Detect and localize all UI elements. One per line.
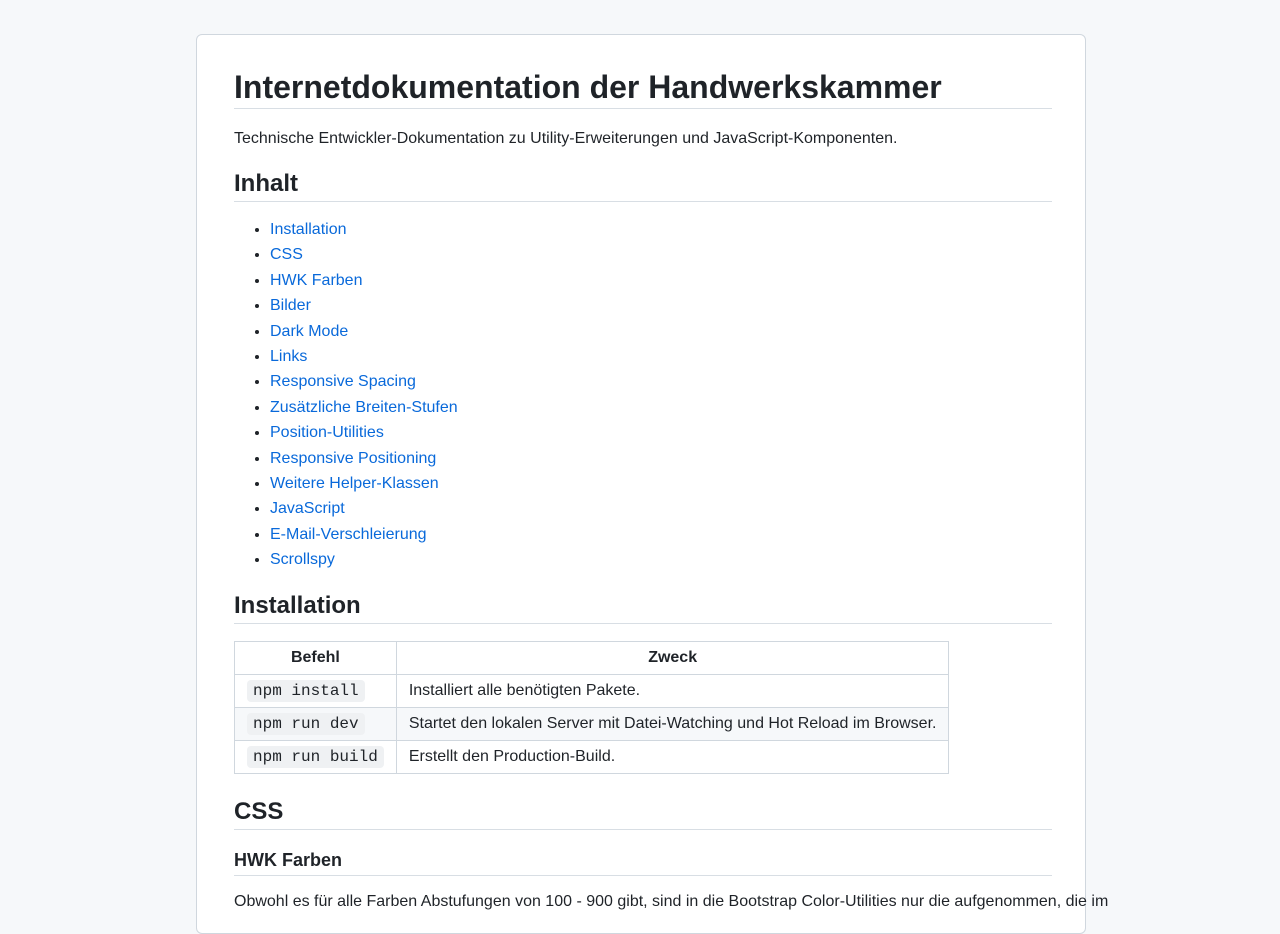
list-item	[270, 268, 458, 293]
list-item	[270, 319, 458, 344]
css-heading: CSS	[234, 798, 284, 825]
table-row	[235, 708, 949, 741]
hwk-farben-heading: HWK Farben	[234, 850, 342, 870]
intro-text: Technische Entwickler-Dokumentation zu Utility-Erweiterungen und JavaScript-Komponenten.	[234, 130, 898, 147]
page-title: Internetdokumentation der Handwerkskammer	[234, 69, 942, 105]
table-row	[235, 675, 949, 708]
command-code: npm install	[247, 680, 365, 702]
hwk-farben-text: Obwohl es für alle Farben Abstufungen von 100 - 900 gibt, sind in die Bootstrap Color-Utilities nur die aufgenommen, die im	[234, 893, 1109, 910]
installation-divider	[234, 623, 1052, 624]
command-code: npm run dev	[247, 713, 365, 735]
toc-link-installation[interactable]: Installation	[270, 221, 347, 238]
toc-link-hwk-farben[interactable]: HWK Farben	[270, 271, 363, 289]
toc-link-scrollspy[interactable]: Scrollspy	[270, 551, 335, 569]
toc-link-links[interactable]: Links	[270, 347, 308, 365]
column-header-befehl: Befehl	[235, 642, 397, 675]
list-item	[270, 522, 458, 547]
list-item	[270, 217, 458, 242]
toc-heading: Inhalt	[234, 170, 298, 197]
purpose-cell: Startet den lokalen Server mit Datei-Watching und Hot Reload im Browser.	[396, 708, 949, 741]
list-item	[270, 496, 458, 521]
css-divider	[234, 829, 1052, 830]
title-divider	[234, 108, 1052, 109]
list-item	[270, 242, 458, 267]
command-cell	[235, 708, 397, 741]
toc-link-email-verschleierung[interactable]: E-Mail-Verschleierung	[270, 525, 427, 543]
installation-table	[234, 641, 949, 774]
toc-link-bilder[interactable]: Bilder	[270, 297, 311, 315]
list-item	[270, 446, 458, 471]
document-card	[196, 34, 1109, 934]
purpose-cell: Installiert alle benötigten Pakete.	[396, 675, 949, 708]
toc-link-css[interactable]: CSS	[270, 246, 303, 264]
table-header-row	[235, 642, 949, 675]
list-item	[270, 395, 458, 420]
toc-link-breiten-stufen[interactable]: Zusätzliche Breiten-Stufen	[270, 398, 458, 416]
toc-link-position-utilities[interactable]: Position-Utilities	[270, 424, 384, 442]
installation-heading: Installation	[234, 592, 361, 619]
column-header-zweck: Zweck	[396, 642, 949, 675]
command-cell	[235, 675, 397, 708]
toc-link-javascript[interactable]: JavaScript	[270, 500, 345, 518]
list-item	[270, 471, 458, 496]
toc-divider	[234, 201, 1052, 202]
list-item	[270, 369, 458, 394]
purpose-cell: Erstellt den Production-Build.	[396, 741, 949, 774]
toc-link-helper-klassen[interactable]: Weitere Helper-Klassen	[270, 474, 439, 492]
table-row	[235, 741, 949, 774]
list-item	[270, 293, 458, 318]
list-item	[270, 547, 458, 572]
command-code: npm run build	[247, 746, 384, 768]
toc-link-responsive-spacing[interactable]: Responsive Spacing	[270, 373, 416, 391]
command-cell	[235, 741, 397, 774]
toc-link-dark-mode[interactable]: Dark Mode	[270, 322, 349, 340]
list-item	[270, 344, 458, 369]
list-item	[270, 420, 458, 445]
toc-list	[234, 217, 458, 572]
toc-link-responsive-positioning[interactable]: Responsive Positioning	[270, 449, 437, 467]
hwk-farben-divider	[234, 875, 1052, 876]
